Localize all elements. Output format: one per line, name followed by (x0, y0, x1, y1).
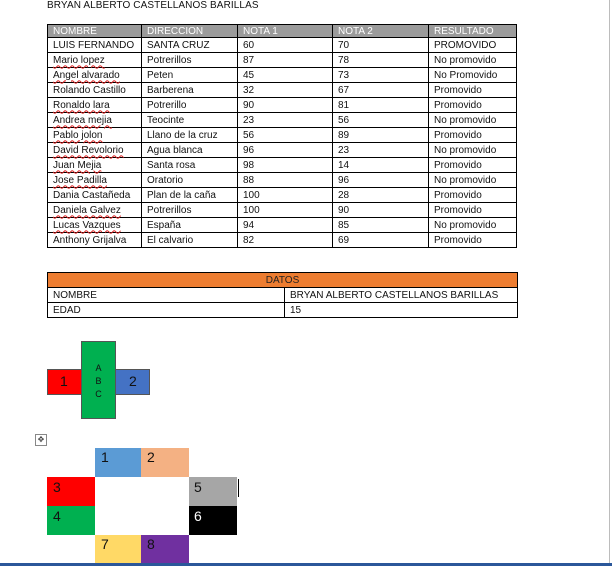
cell-nombre-text: Rolando Castillo (53, 84, 126, 96)
cell-nota1-text: 56 (243, 129, 255, 141)
cell-resultado-text: Promovido (434, 99, 482, 111)
cell-nota1 (238, 68, 333, 83)
cell-resultado (429, 188, 517, 203)
cell-resultado (429, 233, 517, 248)
header-direccion: DIRECCION (142, 25, 238, 38)
cell-direccion-text: Potrerillos (147, 204, 192, 216)
table-row (48, 218, 517, 233)
cell-resultado (429, 128, 517, 143)
cell-direccion-text: Agua blanca (147, 144, 203, 156)
ring-block-3 (47, 477, 95, 506)
cell-resultado-text: Promovido (434, 189, 482, 201)
cell-nota1 (238, 218, 333, 233)
header-resultado: RESULTADO (429, 25, 517, 38)
ring-label-6: 6 (194, 508, 202, 524)
header-nota1: NOTA 1 (238, 25, 333, 38)
ring-label-2: 2 (147, 449, 155, 465)
cross-block-center (81, 341, 116, 419)
datos-row (48, 288, 518, 303)
cross-label-b: B (95, 376, 102, 386)
cell-nota2 (333, 128, 429, 143)
cell-nota2-text: 89 (338, 129, 350, 141)
cell-nota2 (333, 98, 429, 113)
cell-direccion (142, 203, 238, 218)
cell-direccion-text: España (147, 219, 181, 231)
cell-nota1 (238, 233, 333, 248)
datos-header: DATOS (48, 273, 518, 288)
cell-resultado-text: No promovido (434, 114, 497, 126)
cell-nota2 (333, 113, 429, 128)
cell-nombre (48, 128, 142, 143)
cell-nombre-text: Jose Padilla (53, 174, 107, 186)
cell-nombre (48, 233, 142, 248)
cell-nombre (48, 113, 142, 128)
cell-nota2 (333, 68, 429, 83)
cell-direccion (142, 53, 238, 68)
ring-label-8: 8 (147, 536, 155, 552)
cell-direccion-text: Potrerillo (147, 99, 187, 111)
ring-block-2 (141, 448, 189, 477)
cell-nota1 (238, 203, 333, 218)
ring-label-5: 5 (194, 479, 202, 495)
cell-resultado-text: No promovido (434, 54, 497, 66)
ring-block-8 (141, 535, 189, 563)
cell-resultado (429, 38, 517, 53)
cell-resultado (429, 173, 517, 188)
cell-resultado (429, 68, 517, 83)
cell-nota1-text: 82 (243, 234, 255, 246)
cell-nota2 (333, 173, 429, 188)
cell-direccion (142, 143, 238, 158)
cell-nota2-text: 73 (338, 69, 350, 81)
table-row (48, 233, 517, 248)
cell-nombre-text: Angel alvarado (53, 69, 120, 81)
cell-resultado-text: No promovido (434, 219, 497, 231)
cell-direccion (142, 38, 238, 53)
datos-row (48, 303, 518, 318)
datos-label: EDAD (48, 303, 285, 318)
cell-nota1-text: 100 (243, 189, 260, 201)
cell-direccion-text: Barberena (147, 84, 194, 96)
cell-nota1 (238, 53, 333, 68)
cell-nota2 (333, 188, 429, 203)
table-row (48, 83, 517, 98)
table-row (48, 158, 517, 173)
cell-nombre-text: David Revolorio (53, 144, 124, 156)
cell-nota2-text: 28 (338, 189, 350, 201)
cross-label-1: 1 (60, 373, 68, 389)
cell-nombre (48, 188, 142, 203)
cell-direccion (142, 218, 238, 233)
cell-resultado-text: Promovido (434, 84, 482, 96)
cell-direccion-text: Santa rosa (147, 159, 196, 171)
ring-label-7: 7 (101, 536, 109, 552)
cell-resultado (429, 83, 517, 98)
cell-nombre (48, 143, 142, 158)
cell-nombre-text: Mario lopez (53, 54, 105, 66)
table-row (48, 98, 517, 113)
page-right-edge (609, 0, 610, 566)
datos-header-row (48, 273, 518, 288)
cell-nota2 (333, 233, 429, 248)
cell-resultado-text: Promovido (434, 129, 482, 141)
cell-nombre (48, 38, 142, 53)
cell-nota1-text: 94 (243, 219, 255, 231)
cell-nombre-text: Anthony Grijalva (53, 234, 127, 246)
cell-direccion (142, 188, 238, 203)
datos-value: BRYAN ALBERTO CASTELLANOS BARILLAS (285, 288, 518, 303)
cell-direccion (142, 83, 238, 98)
cell-nota2 (333, 218, 429, 233)
cell-resultado-text: Promovido (434, 159, 482, 171)
cell-resultado (429, 143, 517, 158)
ring-block-6 (189, 506, 237, 535)
cell-direccion (142, 128, 238, 143)
ring-label-4: 4 (53, 508, 61, 524)
cell-nota1 (238, 128, 333, 143)
table-row (48, 143, 517, 158)
cell-nota2-text: 14 (338, 159, 350, 171)
cell-direccion-text: Llano de la cruz (147, 129, 218, 141)
datos-label: NOMBRE (48, 288, 285, 303)
cell-nota1 (238, 158, 333, 173)
cell-nombre-text: Lucas Vazques (53, 219, 121, 231)
table-row (48, 53, 517, 68)
cell-nota1-text: 100 (243, 204, 260, 216)
cell-nota2-text: 90 (338, 204, 350, 216)
cell-nota2 (333, 53, 429, 68)
cell-direccion (142, 98, 238, 113)
cell-nota1 (238, 188, 333, 203)
cell-direccion (142, 158, 238, 173)
cell-nombre-text: Juan Mejia (53, 159, 102, 171)
cell-nombre-text: Pablo jolon (53, 129, 103, 141)
cell-nota1-text: 45 (243, 69, 255, 81)
cell-nota2-text: 69 (338, 234, 350, 246)
cross-block-right (115, 369, 150, 395)
cell-nota1 (238, 38, 333, 53)
cell-direccion (142, 233, 238, 248)
cell-nombre (48, 83, 142, 98)
cross-label-a: A (95, 363, 102, 373)
cell-direccion-text: Teocinte (147, 114, 185, 126)
cell-nota1-text: 96 (243, 144, 255, 156)
cell-direccion-text: El calvario (147, 234, 194, 246)
cell-nota2-text: 81 (338, 99, 350, 111)
cell-nota1-text: 88 (243, 174, 255, 186)
cell-direccion-text: SANTA CRUZ (147, 39, 210, 51)
cell-resultado (429, 158, 517, 173)
grades-table (47, 24, 517, 248)
ring-block-7 (95, 535, 141, 563)
cell-nota2-text: 85 (338, 219, 350, 231)
cell-nombre (48, 53, 142, 68)
cell-nota1 (238, 173, 333, 188)
cross-label-2: 2 (129, 373, 137, 389)
cell-resultado (429, 98, 517, 113)
document-title: BRYAN ALBERTO CASTELLANOS BARILLAS (47, 0, 259, 11)
cell-nombre (48, 158, 142, 173)
cell-direccion-text: Plan de la caña (147, 189, 216, 201)
cell-nota2-text: 56 (338, 114, 350, 126)
cell-direccion-text: Peten (147, 69, 174, 81)
cell-resultado-text: No Promovido (434, 69, 498, 81)
cell-nota1-text: 32 (243, 84, 255, 96)
datos-table (47, 272, 518, 318)
grades-header-row (48, 25, 517, 38)
cell-nota2-text: 23 (338, 144, 350, 156)
cell-nombre-text: Daniela Galvez (53, 204, 121, 216)
cell-nota2 (333, 38, 429, 53)
cell-nombre-text: Dania Castañeda (53, 189, 131, 201)
cell-nota2-text: 70 (338, 39, 350, 51)
cell-nota1-text: 87 (243, 54, 255, 66)
table-row (48, 203, 517, 218)
cell-nombre-text: Ronaldo lara (53, 99, 110, 111)
text-cursor (238, 479, 239, 497)
cell-nombre-text: LUIS FERNANDO (53, 39, 135, 51)
cell-direccion (142, 68, 238, 83)
cell-resultado-text: Promovido (434, 204, 482, 216)
cell-nota2-text: 78 (338, 54, 350, 66)
ring-block-5 (189, 477, 237, 506)
ring-block-4 (47, 506, 95, 535)
cell-nota2 (333, 158, 429, 173)
cross-block-left (47, 369, 82, 395)
cell-resultado-text: No promovido (434, 174, 497, 186)
ring-label-1: 1 (101, 449, 109, 465)
cell-nota2 (333, 83, 429, 98)
cell-nota2 (333, 203, 429, 218)
cell-nota1-text: 98 (243, 159, 255, 171)
cell-resultado (429, 218, 517, 233)
cell-direccion (142, 113, 238, 128)
cell-nombre (48, 218, 142, 233)
cell-resultado (429, 113, 517, 128)
cell-nota1-text: 23 (243, 114, 255, 126)
table-row (48, 128, 517, 143)
ring-label-3: 3 (53, 479, 61, 495)
cell-resultado-text: PROMOVIDO (434, 39, 497, 51)
cross-label-c: C (95, 389, 102, 399)
cell-nota1 (238, 98, 333, 113)
table-row (48, 113, 517, 128)
header-nota2: NOTA 2 (333, 25, 429, 38)
cell-resultado-text: No promovido (434, 144, 497, 156)
cell-nombre (48, 68, 142, 83)
cell-direccion-text: Potrerillos (147, 54, 192, 66)
header-nombre: NOMBRE (48, 25, 142, 38)
table-row (48, 38, 517, 53)
cell-nombre (48, 203, 142, 218)
cell-resultado (429, 203, 517, 218)
cell-nota2-text: 67 (338, 84, 350, 96)
table-move-handle-icon[interactable]: ✥ (35, 434, 47, 446)
cell-nombre-text: Andrea mejia (53, 114, 112, 126)
cell-nota1-text: 90 (243, 99, 255, 111)
table-row (48, 188, 517, 203)
cell-nota1 (238, 143, 333, 158)
datos-value: 15 (285, 303, 518, 318)
ring-block-1 (95, 448, 141, 477)
cell-nota2-text: 96 (338, 174, 350, 186)
cell-nombre (48, 98, 142, 113)
cell-direccion-text: Oratorio (147, 174, 184, 186)
cell-nota1 (238, 83, 333, 98)
cell-resultado (429, 53, 517, 68)
cell-direccion (142, 173, 238, 188)
table-row (48, 173, 517, 188)
cell-nota1 (238, 113, 333, 128)
cell-resultado-text: Promovido (434, 234, 482, 246)
cell-nota2 (333, 143, 429, 158)
cell-nota1-text: 60 (243, 39, 255, 51)
cell-nombre (48, 173, 142, 188)
table-row (48, 68, 517, 83)
